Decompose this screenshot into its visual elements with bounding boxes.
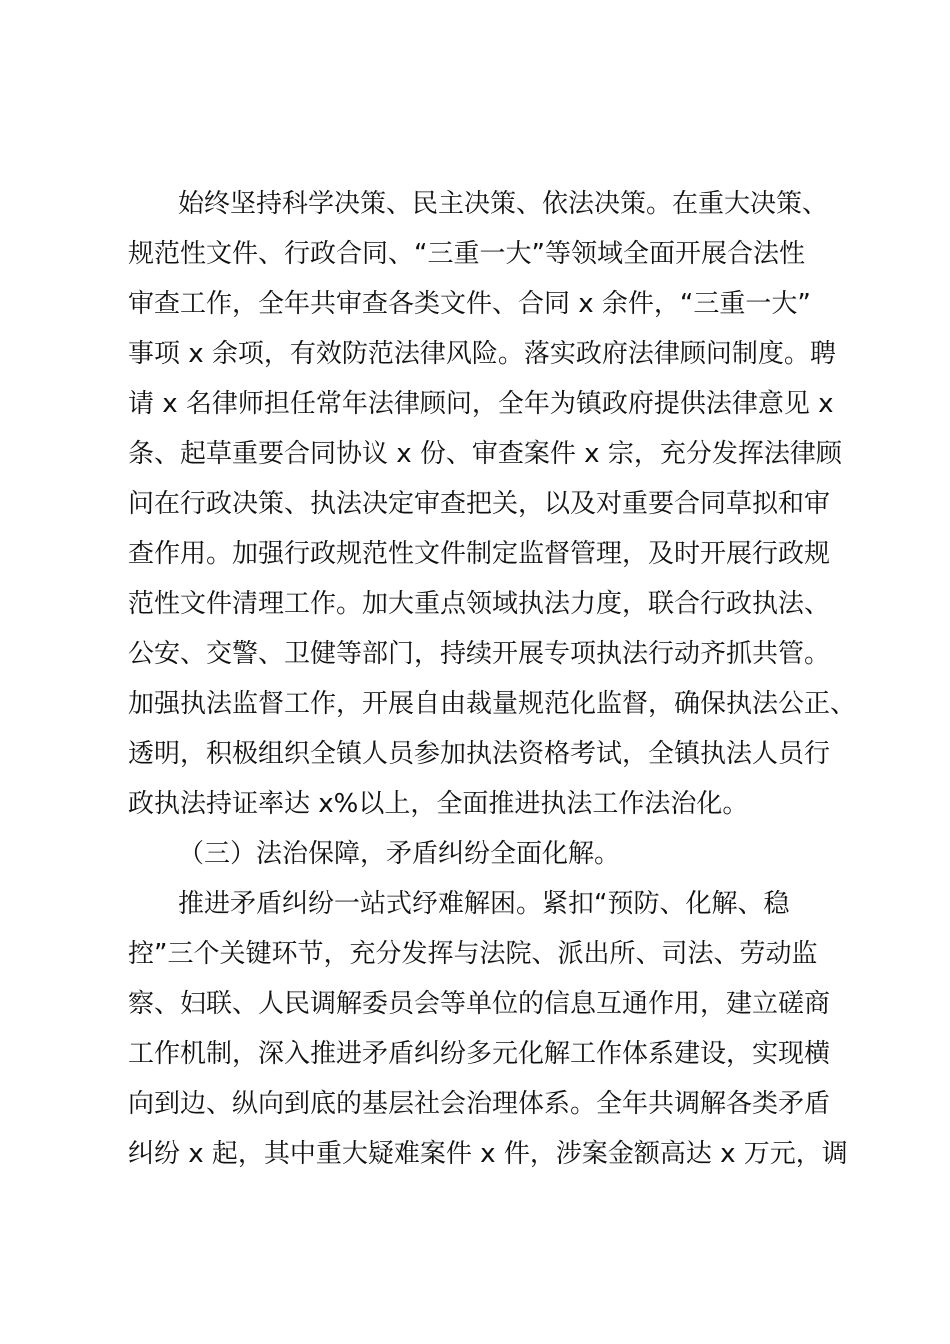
paragraph-line: 工作机制，深入推进矛盾纠纷多元化解工作体系建设，实现横: [128, 1039, 831, 1069]
paragraph-line: 加强执法监督工作，开展自由裁量规范化监督，确保执法公正、: [128, 689, 857, 719]
paragraph-line: 规范性文件、行政合同、“三重一大”等领域全面开展合法性: [128, 239, 805, 269]
paragraph-line: 透明，积极组织全镇人员参加执法资格考试，全镇执法人员行: [128, 739, 831, 769]
paragraph-line: 请 x 名律师担任常年法律顾问，全年为镇政府提供法律意见 x: [128, 389, 834, 419]
paragraph-line: 公安、交警、卫健等部门，持续开展专项执法行动齐抓共管。: [128, 639, 831, 669]
paragraph-line: 政执法持证率达 x%以上，全面推进执法工作法治化。: [128, 789, 749, 819]
paragraph-line: 条、起草重要合同协议 x 份、审查案件 x 宗，充分发挥法律顾: [128, 439, 842, 469]
paragraph-line: 审查工作，全年共审查各类文件、合同 x 余件，“三重一大”: [128, 289, 811, 319]
paragraph-line: 控”三个关键环节，充分发挥与法院、派出所、司法、劳动监: [128, 939, 818, 969]
paragraph-line: 问在行政决策、执法决定审查把关，以及对重要合同草拟和审: [128, 489, 831, 519]
paragraph-line: 向到边、纵向到底的基层社会治理体系。全年共调解各类矛盾: [128, 1089, 831, 1119]
paragraph-line: 查作用。加强行政规范性文件制定监督管理，及时开展行政规: [128, 539, 831, 569]
paragraph-line: 纠纷 x 起，其中重大疑难案件 x 件，涉案金额高达 x 万元，调: [128, 1139, 848, 1169]
paragraph-line: 推进矛盾纠纷一站式纾难解困。紧扣“预防、化解、稳: [178, 889, 790, 919]
paragraph-line: 始终坚持科学决策、民主决策、依法决策。在重大决策、: [178, 189, 829, 219]
paragraph-line: 事项 x 余项，有效防范法律风险。落实政府法律顾问制度。聘: [128, 339, 836, 369]
section-heading: （三）法治保障，矛盾纠纷全面化解。: [178, 839, 621, 869]
paragraph-line: 察、妇联、人民调解委员会等单位的信息互通作用，建立磋商: [128, 989, 831, 1019]
paragraph-line: 范性文件清理工作。加大重点领域执法力度，联合行政执法、: [128, 589, 831, 619]
